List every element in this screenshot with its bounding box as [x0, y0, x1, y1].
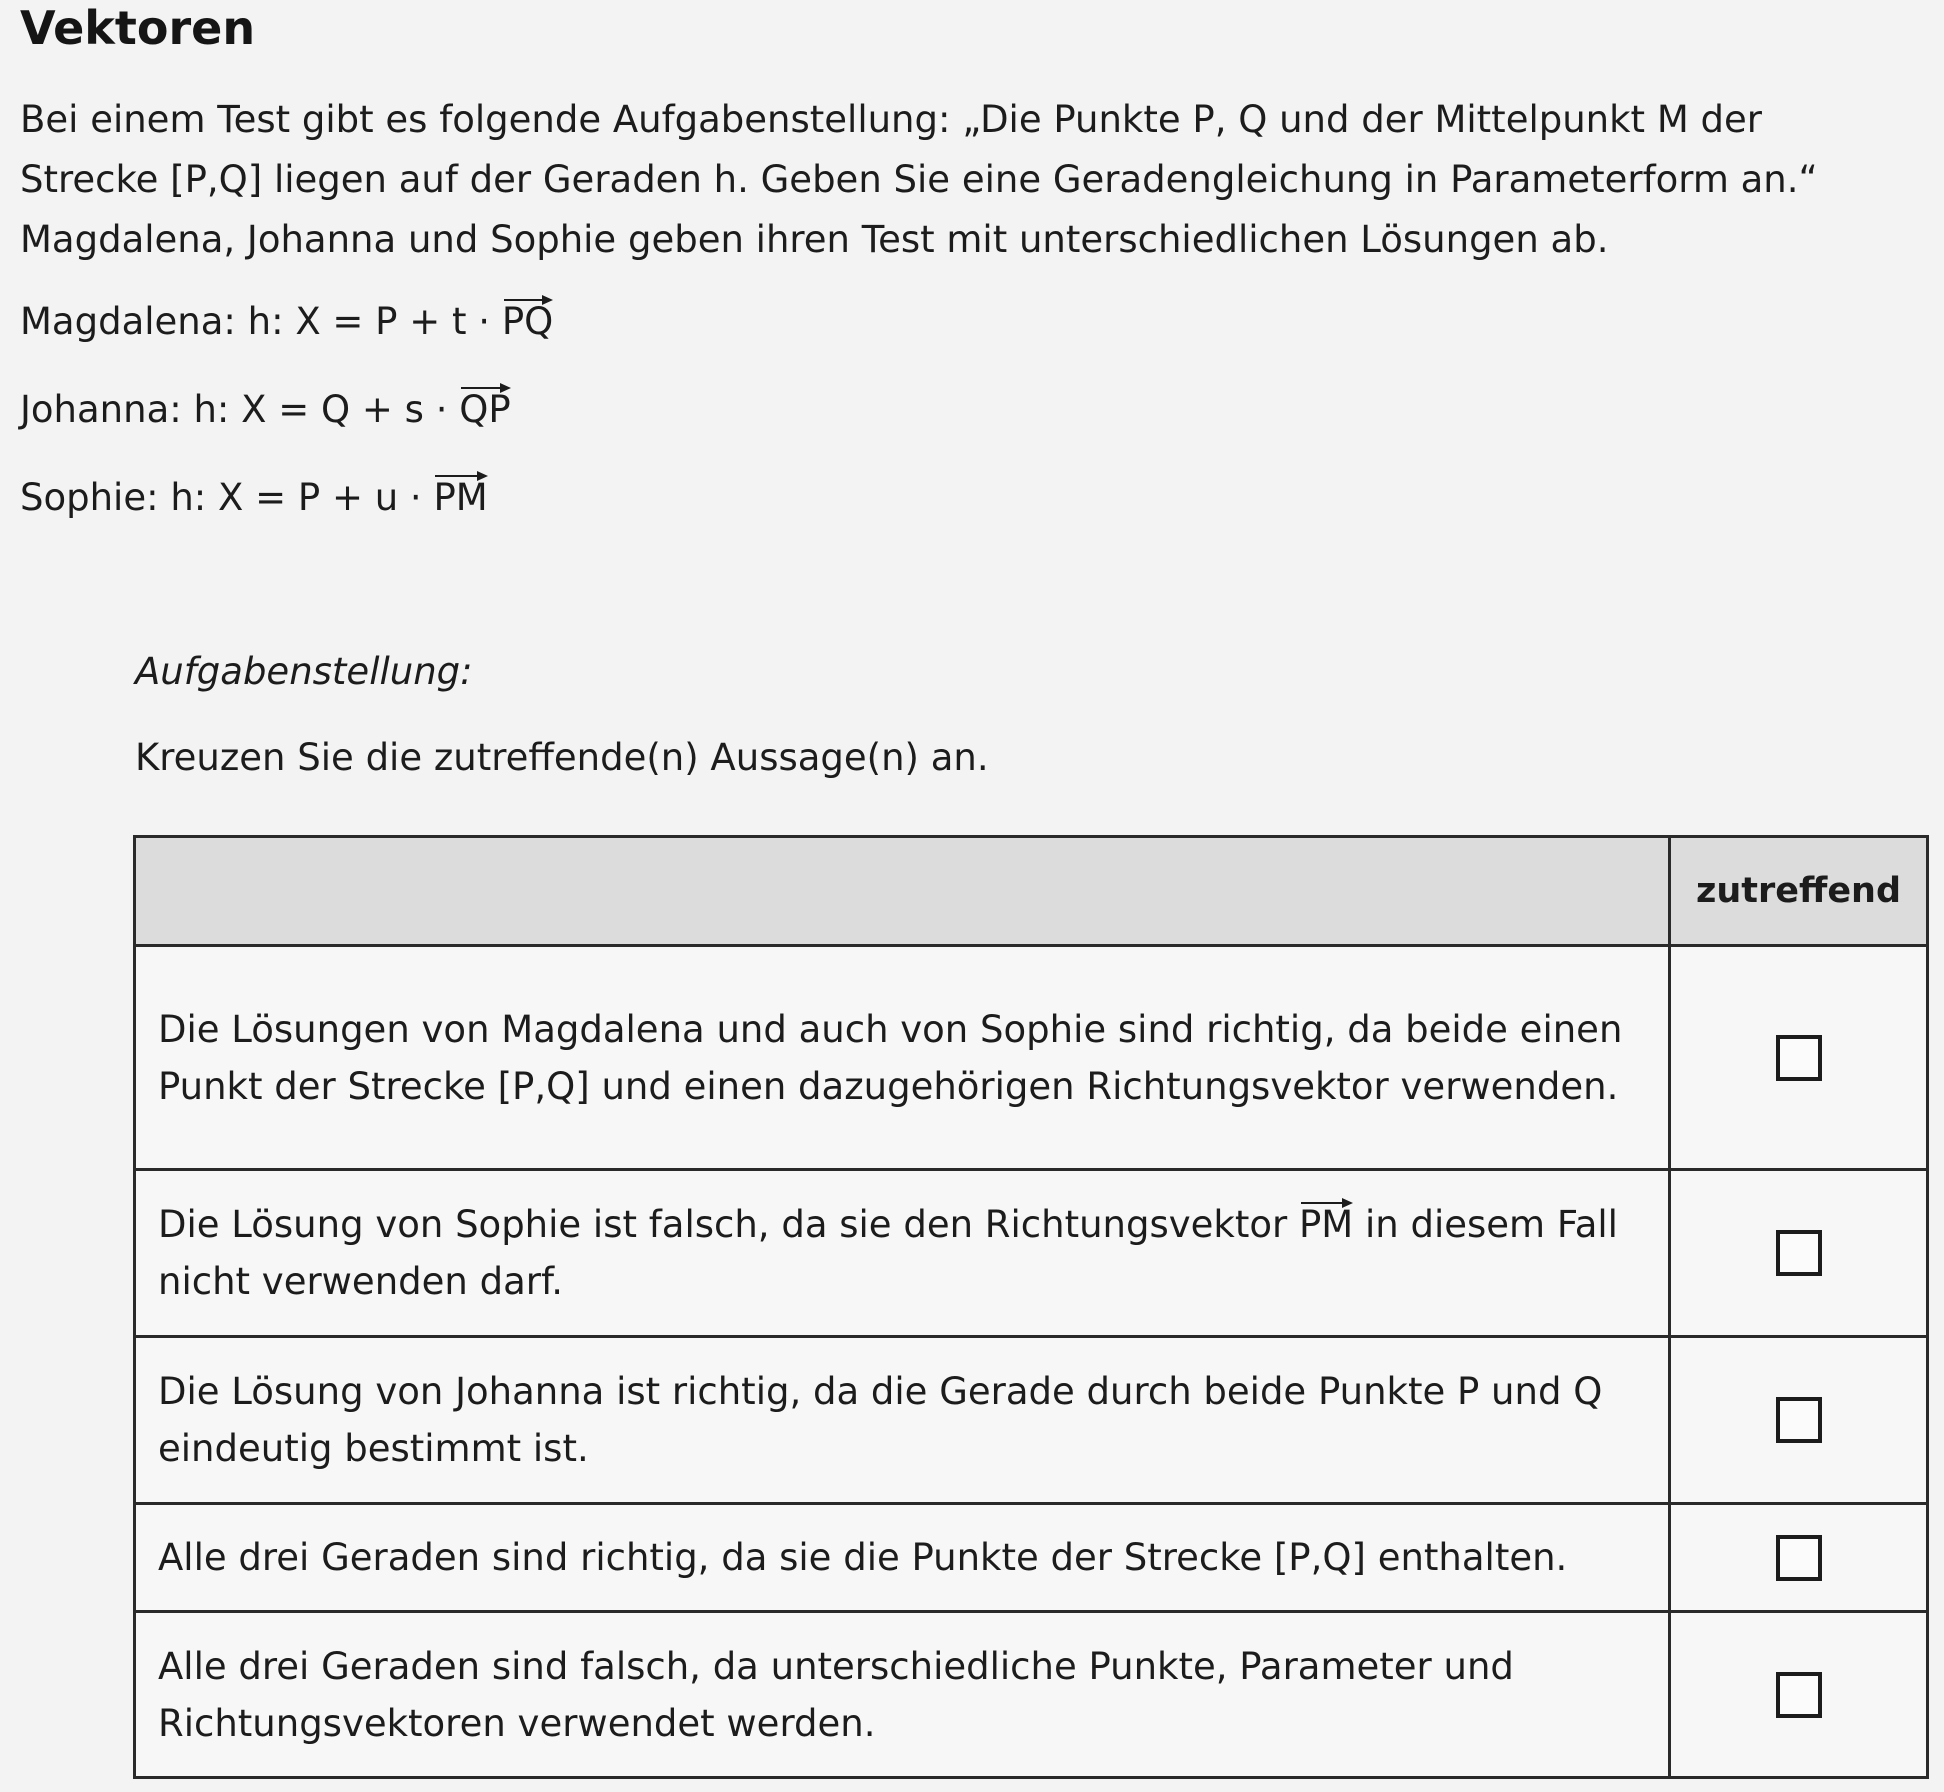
solution-sophie	[20, 471, 488, 523]
statement-text: Die Lösungen von Magdalena und auch von Sophie sind richtig, da beide einen Punkt der Strecke [P,Q] und einen dazugehörigen Richtungsvektor verwenden.	[135, 946, 1670, 1170]
solution-equation: Magdalena: h: X = P + t ·	[20, 300, 502, 343]
checkbox-cell	[1670, 1170, 1928, 1337]
task-heading: Aufgabenstellung:	[135, 650, 473, 693]
table-header-row	[135, 837, 1928, 946]
table-row	[135, 1170, 1928, 1337]
checkbox-cell	[1670, 946, 1928, 1170]
vector-pm	[433, 471, 488, 519]
table-row	[135, 946, 1928, 1170]
table-row	[135, 1337, 1928, 1504]
page-title: Vektoren	[20, 1, 256, 55]
checkbox[interactable]	[1776, 1230, 1822, 1276]
vector-label: PM	[1298, 1203, 1354, 1246]
checkbox[interactable]	[1776, 1397, 1822, 1443]
statement-part: Die Lösung von Sophie ist falsch, da sie den Richtungsvektor	[158, 1203, 1299, 1246]
solution-magdalena	[20, 295, 553, 347]
statement-text: Alle drei Geraden sind falsch, da unterschiedliche Punkte, Parameter und Richtungsvektoren verwendet werden.	[135, 1612, 1670, 1778]
vector-label: PM	[433, 476, 488, 519]
checkbox[interactable]	[1776, 1672, 1822, 1718]
statement-text: Die Lösung von Johanna ist richtig, da die Gerade durch beide Punkte P und Q eindeutig bestimmt ist.	[135, 1337, 1670, 1504]
vector-label: PQ	[501, 300, 554, 343]
vector-arrow-icon	[461, 383, 510, 393]
statement-text	[135, 1170, 1670, 1337]
intro-text	[20, 90, 1900, 270]
checkbox-cell	[1670, 1612, 1928, 1778]
vector-arrow-icon	[504, 295, 553, 305]
vector-arrow-icon	[435, 471, 487, 481]
statement-part: in diesem Fall nicht verwenden darf.	[158, 1203, 1618, 1303]
answer-table	[133, 835, 1929, 1779]
header-zutreffend: zutreffend	[1670, 837, 1928, 946]
intro-line: Magdalena, Johanna und Sophie geben ihren Test mit unterschiedlichen Lösungen ab.	[20, 218, 1609, 261]
checkbox[interactable]	[1776, 1035, 1822, 1081]
intro-line: Strecke [P,Q] liegen auf der Geraden h. Geben Sie eine Geradengleichung in Parameterform an.“	[20, 158, 1818, 201]
vector-label: QP	[459, 388, 511, 431]
vector-pq	[501, 295, 554, 343]
checkbox-cell	[1670, 1337, 1928, 1504]
checkbox[interactable]	[1776, 1535, 1822, 1581]
intro-line: Bei einem Test gibt es folgende Aufgabenstellung: „Die Punkte P, Q und der Mittelpunkt M der	[20, 98, 1762, 141]
header-statement	[135, 837, 1670, 946]
statement-text: Alle drei Geraden sind richtig, da sie die Punkte der Strecke [P,Q] enthalten.	[135, 1504, 1670, 1612]
vector-arrow-icon	[1301, 1198, 1353, 1208]
vector-pm	[1298, 1198, 1354, 1246]
task-instruction: Kreuzen Sie die zutreffende(n) Aussage(n) an.	[135, 736, 989, 779]
solution-equation: Johanna: h: X = Q + s ·	[20, 388, 460, 431]
solution-johanna	[20, 383, 511, 435]
solution-equation: Sophie: h: X = P + u ·	[20, 476, 434, 519]
vector-qp	[459, 383, 511, 431]
table-row	[135, 1504, 1928, 1612]
table-row	[135, 1612, 1928, 1778]
checkbox-cell	[1670, 1504, 1928, 1612]
